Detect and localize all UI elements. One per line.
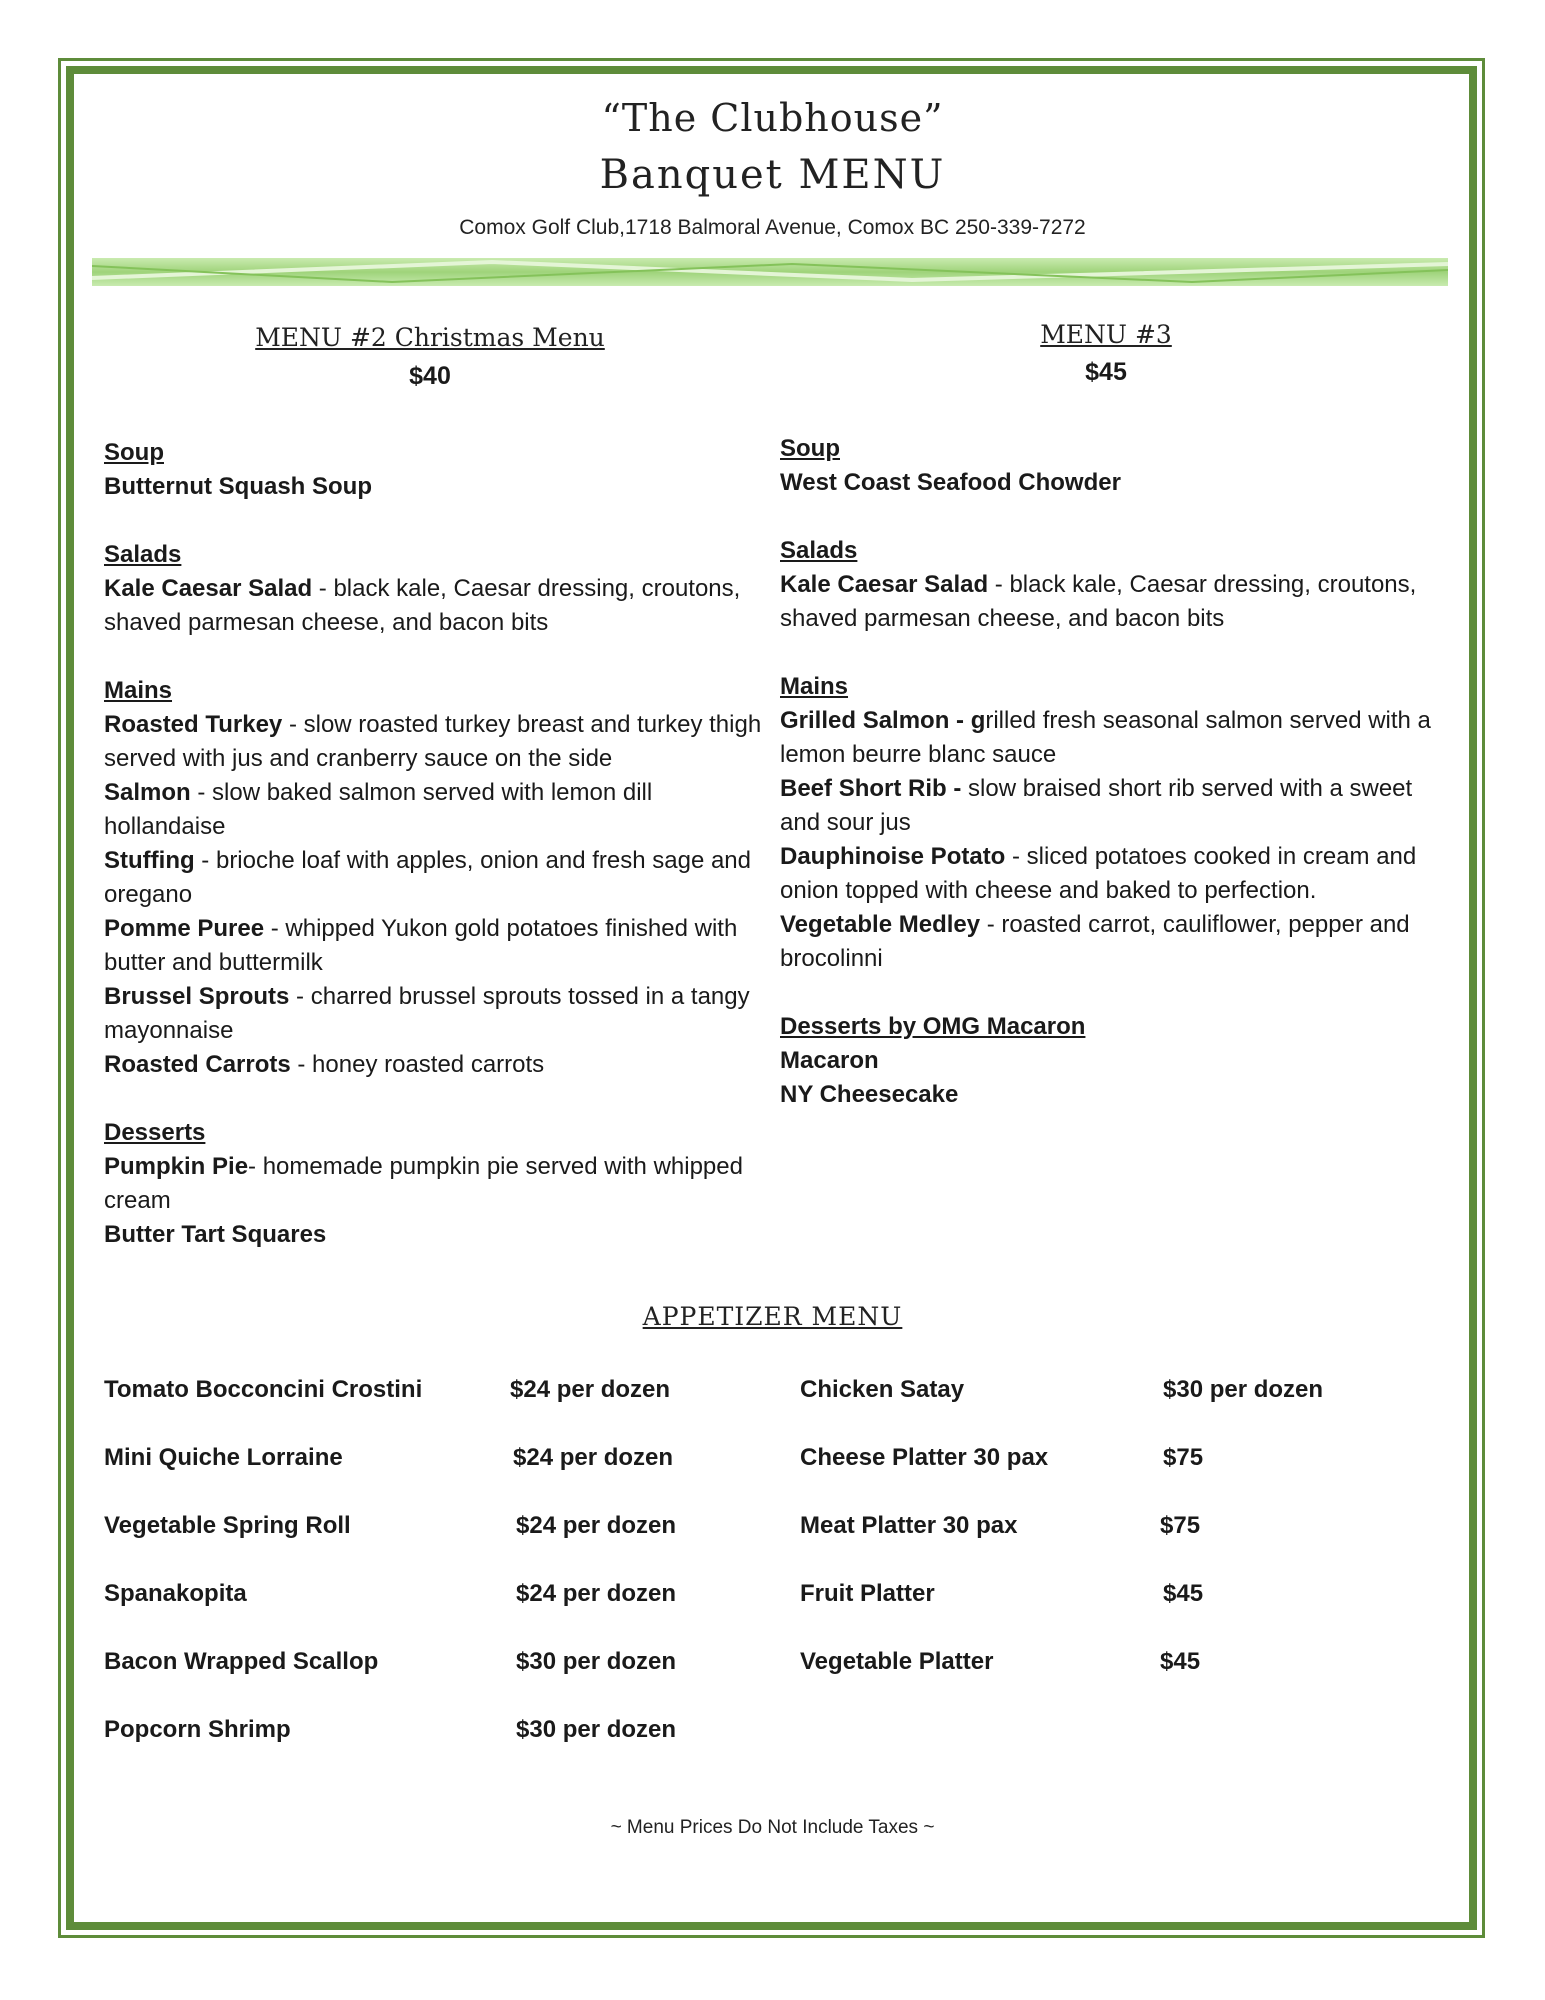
menu3-column [780, 432, 1440, 1112]
menu2-main-item: Roasted Carrots - honey roasted carrots [104, 1051, 545, 1078]
menu3-main-item: Dauphinoise Potato - sliced potatoes cooked in cream and onion topped with cheese and baked to perfection. [780, 843, 1417, 904]
menu2-column [104, 436, 764, 1252]
menu2-main-item: Roasted Turkey - slow roasted turkey breast and turkey thigh served with jus and cranberry sauce on the side [104, 711, 762, 772]
appetizer-name: Spanakopita [104, 1580, 247, 1607]
menu2-salad: Kale Caesar Salad - black kale, Caesar dressing, croutons, shaved parmesan cheese, and bacon bits [104, 575, 741, 636]
menu3-mains-label: Mains [780, 673, 849, 700]
appetizer-price: $75 [1160, 1512, 1201, 1539]
menu3-soup: West Coast Seafood Chowder [780, 469, 1121, 496]
menu2-main-item: Brussel Sprouts - charred brussel sprouts tossed in a tangy mayonnaise [104, 983, 750, 1044]
menu2-main-item: Stuffing - brioche loaf with apples, onion and fresh sage and oregano [104, 847, 751, 908]
menu2-soup-label: Soup [104, 439, 164, 466]
menu3-desserts-label: Desserts by OMG Macaron [780, 1013, 1086, 1040]
menu2-dessert-item: Butter Tart Squares [104, 1221, 327, 1248]
appetizer-name: Fruit Platter [800, 1580, 935, 1607]
menu2-dessert-item: Pumpkin Pie- homemade pumpkin pie served with whipped cream [104, 1153, 743, 1214]
menu3-main-item: Beef Short Rib - slow braised short rib served with a sweet and sour jus [780, 775, 1413, 836]
appetizer-price: $45 [1160, 1648, 1201, 1675]
appetizer-name: Tomato Bocconcini Crostini [104, 1376, 423, 1403]
menu2-price: $40 [409, 362, 451, 390]
tax-note: ~ Menu Prices Do Not Include Taxes ~ [610, 1817, 935, 1838]
appetizer-price: $30 per dozen [516, 1648, 677, 1675]
menu3-heading: MENU #3 [1040, 320, 1172, 349]
menu2-salads-label: Salads [104, 541, 182, 568]
appetizer-name: Mini Quiche Lorraine [104, 1444, 343, 1471]
appetizer-price: $24 per dozen [516, 1580, 677, 1607]
menu3-salad: Kale Caesar Salad - black kale, Caesar dressing, croutons, shaved parmesan cheese, and bacon bits [780, 571, 1417, 632]
appetizer-price: $24 per dozen [510, 1376, 671, 1403]
appetizer-price: $24 per dozen [513, 1444, 674, 1471]
page-title: “The Clubhouse” [601, 96, 944, 140]
appetizer-name: Meat Platter 30 pax [800, 1512, 1018, 1539]
menu2-mains-label: Mains [104, 677, 173, 704]
appetizer-name: Vegetable Spring Roll [104, 1512, 351, 1539]
menu3-price: $45 [1085, 358, 1127, 386]
appetizer-title: APPETIZER MENU [642, 1302, 903, 1331]
address-line: Comox Golf Club,1718 Balmoral Avenue, Comox BC 250-339-7272 [459, 216, 1086, 239]
menu3-main-item: Grilled Salmon - grilled fresh seasonal salmon served with a lemon beurre blanc sauce [780, 707, 1431, 768]
appetizer-price: $30 per dozen [1163, 1376, 1324, 1403]
decorative-banner [92, 258, 1448, 286]
appetizer-price: $75 [1163, 1444, 1204, 1471]
menu3-dessert-item: Macaron [780, 1047, 879, 1074]
menu2-desserts-label: Desserts [104, 1119, 206, 1146]
menu2-soup: Butternut Squash Soup [104, 473, 372, 500]
appetizer-price: $45 [1163, 1580, 1204, 1607]
menu3-main-item: Vegetable Medley - roasted carrot, cauliflower, pepper and brocolinni [780, 911, 1410, 972]
appetizer-name: Chicken Satay [800, 1376, 965, 1403]
menu3-salads-label: Salads [780, 537, 858, 564]
menu2-main-item: Pomme Puree - whipped Yukon gold potatoes finished with butter and buttermilk [104, 915, 738, 976]
menu3-dessert-item: NY Cheesecake [780, 1081, 959, 1108]
appetizer-name: Cheese Platter 30 pax [800, 1444, 1049, 1471]
appetizer-name: Popcorn Shrimp [104, 1716, 291, 1743]
appetizer-name: Bacon Wrapped Scallop [104, 1648, 379, 1675]
menu3-soup-label: Soup [780, 435, 840, 462]
appetizer-name: Vegetable Platter [800, 1648, 994, 1675]
menu2-heading: MENU #2 Christmas Menu [255, 323, 605, 352]
appetizer-price: $24 per dozen [516, 1512, 677, 1539]
menu2-main-item: Salmon - slow baked salmon served with lemon dill hollandaise [104, 779, 653, 840]
page-subtitle: Banquet MENU [599, 152, 946, 198]
appetizer-price: $30 per dozen [516, 1716, 677, 1743]
